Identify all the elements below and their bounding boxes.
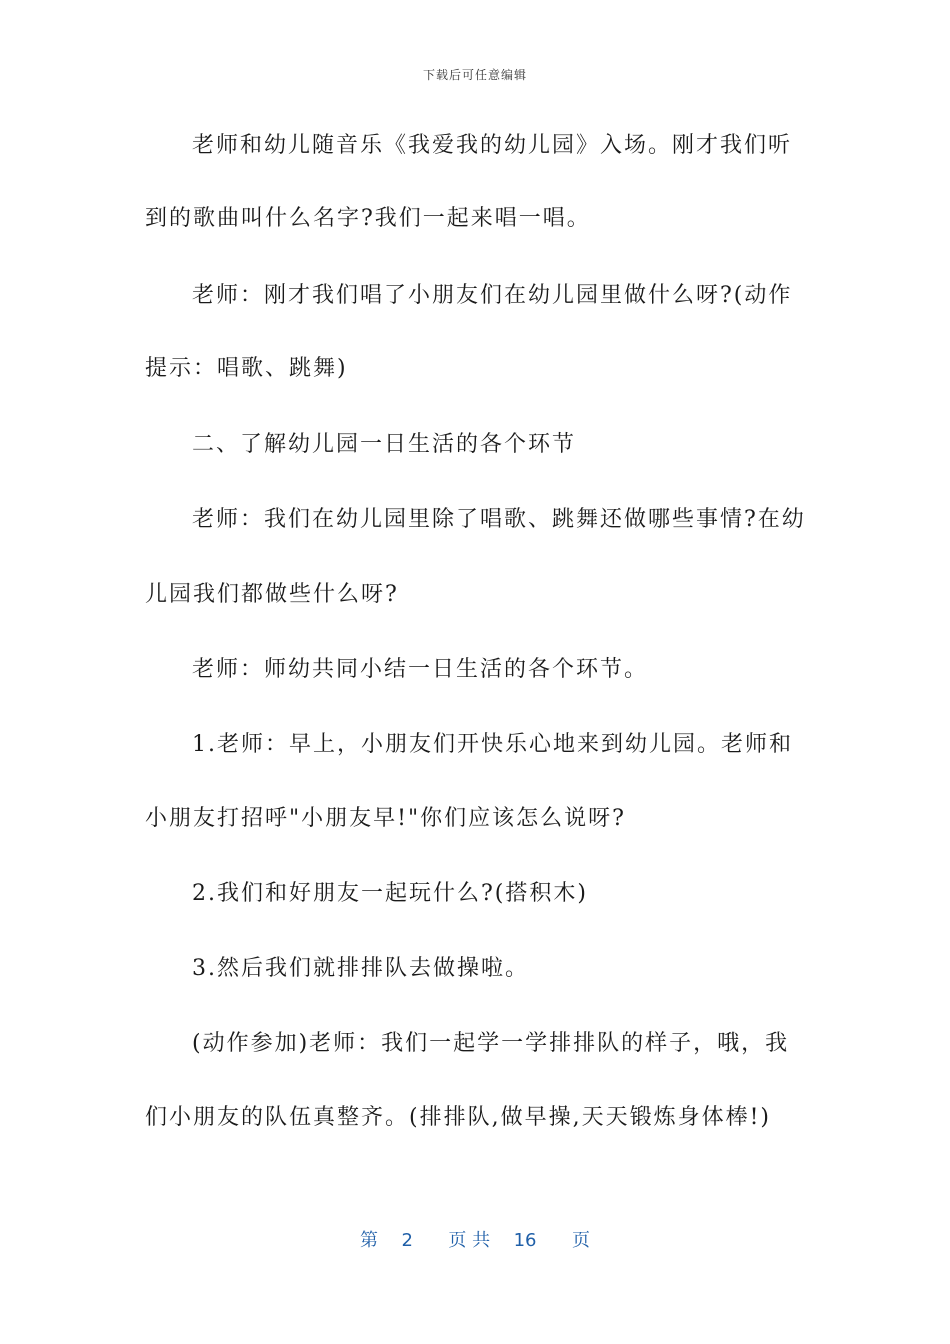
paragraph-line: 3.然后我们就排排队去做操啦。 <box>192 956 529 981</box>
paragraph-line: 老师：师幼共同小结一日生活的各个环节。 <box>192 657 649 682</box>
paragraph-line: (动作参加)老师：我们一起学一学排排队的样子，哦，我 <box>192 1031 790 1056</box>
paragraph-line: 老师和幼儿随音乐《我爱我的幼儿园》入场。刚才我们听 <box>192 133 793 158</box>
footer-middle: 页 共 <box>448 1230 491 1251</box>
paragraph-line: 2.我们和好朋友一起玩什么?(搭积木) <box>192 881 588 906</box>
paragraph-line: 提示：唱歌、跳舞) <box>145 356 348 381</box>
footer-total-pages: 16 <box>513 1230 537 1251</box>
paragraph-line: 们小朋友的队伍真整齐。(排排队,做早操,天天锻炼身体棒!) <box>145 1105 771 1130</box>
paragraph-line: 老师：刚才我们唱了小朋友们在幼儿园里做什么呀?(动作 <box>192 283 793 308</box>
footer-current-page: 2 <box>401 1230 413 1251</box>
footer-prefix: 第 <box>360 1230 379 1251</box>
paragraph-line: 小朋友打招呼"小朋友早!"你们应该怎么说呀? <box>145 806 626 831</box>
paragraph-line: 到的歌曲叫什么名字?我们一起来唱一唱。 <box>145 206 591 231</box>
paragraph-line: 1.老师：早上，小朋友们开快乐心地来到幼儿园。老师和 <box>192 732 793 757</box>
page-footer <box>0 1226 950 1252</box>
section-heading: 二、了解幼儿园一日生活的各个环节 <box>192 432 577 457</box>
paragraph-line: 老师：我们在幼儿园里除了唱歌、跳舞还做哪些事情?在幼 <box>192 507 806 532</box>
page-header: 下载后可任意编辑 <box>422 68 527 82</box>
paragraph-line: 儿园我们都做些什么呀? <box>145 582 399 607</box>
footer-suffix: 页 <box>571 1230 590 1251</box>
